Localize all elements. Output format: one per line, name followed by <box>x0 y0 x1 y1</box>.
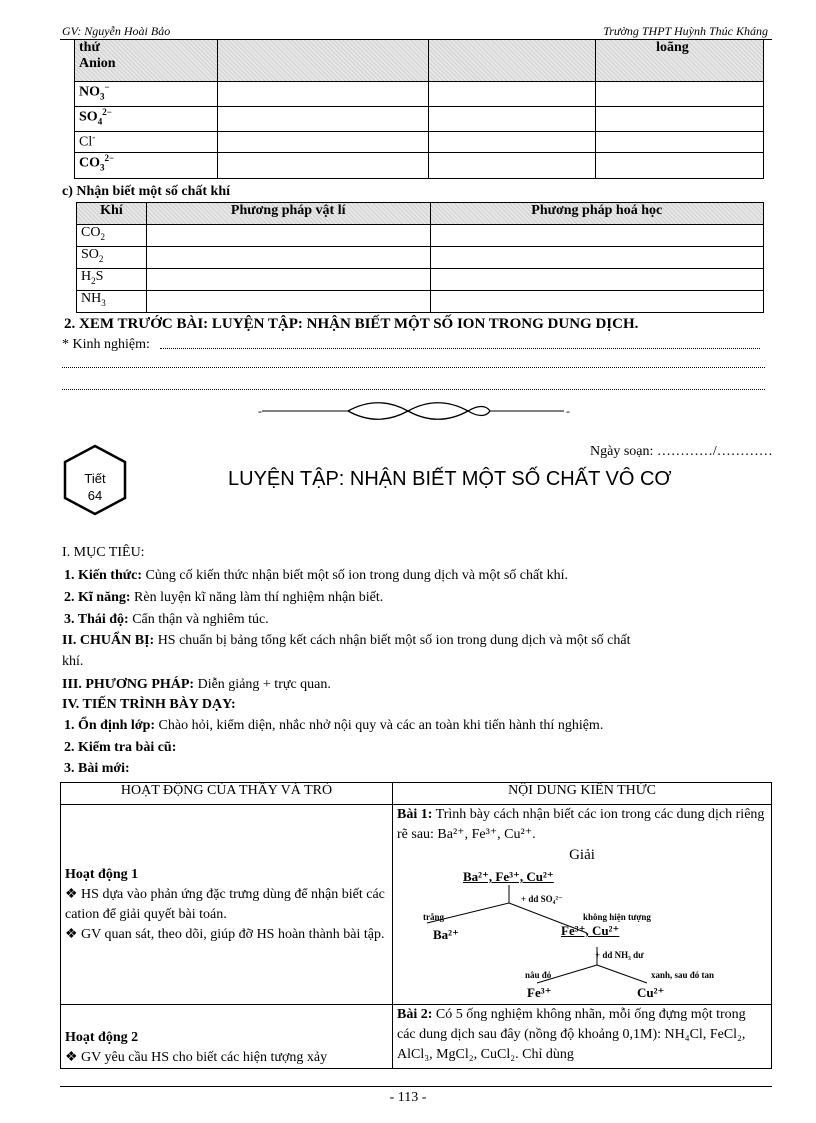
gas-table <box>76 202 764 313</box>
diagram-top: Ba²⁺, Fe³⁺, Cu²⁺ <box>463 869 554 884</box>
preview-heading: 2. XEM TRƯỚC BÀI: LUYỆN TẬP: NHẬN BIẾT MỘT SỐ ION TRONG DUNG DỊCH. <box>64 316 639 332</box>
dotted-line <box>62 367 765 368</box>
svg-text:-: - <box>566 404 570 418</box>
dotted-line <box>160 348 760 349</box>
footer-rule <box>60 1086 772 1087</box>
diagram-left-ion: Ba²⁺ <box>433 927 459 942</box>
gas-h2s: $H_2S$ <box>77 269 147 291</box>
process-step1: 1. Ổn định lớp: Chào hỏi, kiểm diện, nhắc nhở nội quy và các an toàn khi tiến hành thí nghiệm. <box>64 718 604 733</box>
objective-attitude: 3. Thái độ: Cẩn thận và nghiêm túc. <box>64 612 269 627</box>
objectives-heading: I. MỤC TIÊU: <box>62 545 145 560</box>
objective-skill: 2. Kĩ năng: Rèn luyện kĩ năng làm thí nghiệm nhận biết. <box>64 590 384 605</box>
diagram-right-obs: không hiện tượng <box>583 912 651 922</box>
anion-table <box>74 39 764 179</box>
anion-row-so4: $SO_4^{2-}$ <box>75 107 218 132</box>
activity-table <box>60 782 772 1069</box>
lesson-title: LUYỆN TẬP: NHẬN BIẾT MỘT SỐ CHẤT VÔ CƠ <box>228 468 672 490</box>
dotted-line <box>62 389 765 390</box>
bai-1-cell: Bài 1: Trình bày cách nhận biết các ion trong các dung dịch riêng rẽ sau: Ba²⁺, Fe³⁺, Cu²⁺. Giải Ba²⁺, Fe³⁺, Cu²⁺ + dd SO₄²⁻ trắng không hiện tượng Ba²⁺ Fe³⁺, Cu²⁺ + dd NH₃ dư nâu đỏ xanh, sau đó tan Fe³⁺ Cu²⁺ <box>393 805 772 1005</box>
objective-knowledge: 1. Kiến thức: Củng cố kiến thức nhận biết một số ion trong dung dịch và một số chất khí. <box>64 568 568 583</box>
bai-2-cell: Bài 2: Có 5 ống nghiệm không nhãn, mỗi ống đựng một trong các dung dịch sau đây (nồng độ khoảng 0,1M): NH₄Cl, FeCl₂, AlCl₃, MgCl₂, CuCl₂. Chỉ dùng <box>393 1005 772 1069</box>
experience-label: * Kinh nghiệm: <box>62 337 150 352</box>
page-number: - 113 - <box>389 1090 427 1105</box>
process-step3: 3. Bài mới: <box>64 761 130 776</box>
gas-nh3: $NH_3$ <box>77 291 147 313</box>
anion-row-cl: Cl- <box>75 132 218 153</box>
process-step2: 2. Kiểm tra bài cũ: <box>64 740 177 755</box>
prep-line1: II. CHUẨN BỊ: HS chuẩn bị bảng tổng kết cách nhận biết một số ion trong dung dịch và một số chất <box>62 633 631 648</box>
ngay-soan: Ngày soạn: …………/………… <box>590 444 773 459</box>
process-heading: IV. TIẾN TRÌNH BÀY DẠY: <box>62 697 236 712</box>
header-teacher: GV: Nguyễn Hoài Bảo <box>62 24 171 38</box>
section-c-heading: c) Nhận biết một số chất khí <box>62 184 231 199</box>
activity-2-cell: Hoạt động 2 ❖ GV yêu cầu HS cho biết các hiện tượng xảy <box>61 1005 393 1069</box>
anion-header-cell: thứ Anion <box>75 40 218 82</box>
gas-header-chemical: Phương pháp hoá học <box>430 203 764 225</box>
gas-header-physical: Phương pháp vật lí <box>146 203 430 225</box>
diagram-mid: Fe³⁺, Cu²⁺ <box>561 923 620 938</box>
diagram-reagent2: + dd NH₃ dư <box>595 950 644 960</box>
diagram-ion3: Fe³⁺ <box>527 985 552 1000</box>
ornament-divider <box>258 398 578 422</box>
gas-header-khi: Khí <box>77 203 147 225</box>
diagram-ion4: Cu²⁺ <box>637 985 665 1000</box>
anion-row-no3: $NO_3^-$ <box>75 82 218 107</box>
method: III. PHƯƠNG PHÁP: Diễn giảng + trực quan. <box>62 677 331 692</box>
gas-so2: $SO_2$ <box>77 247 147 269</box>
anion-header-loang: loãng <box>596 40 764 82</box>
anion-row-co3: $CO_3^{2-}$ <box>75 153 218 179</box>
diagram-reagent1: + dd SO₄²⁻ <box>521 894 563 904</box>
diagram-obs4: xanh, sau đó tan <box>651 970 715 980</box>
diagram-left-obs: trắng <box>423 912 444 922</box>
activity-1-cell: Hoạt động 1 ❖ HS dựa vào phản ứng đặc trưng dùng để nhận biết các cation để giải quyết bài toán. ❖ GV quan sát, theo dõi, giúp đỡ HS hoàn thành bài tập. <box>61 805 393 1005</box>
header-school: Trường THPT Huỳnh Thúc Kháng <box>603 24 768 38</box>
activity-header-teacher: HOẠT ĐỘNG CỦA THẦY VÀ TRÒ <box>61 783 393 805</box>
activity-header-content: NỘI DUNG KIẾN THỨC <box>393 783 772 805</box>
lesson-badge-text: Tiết 64 <box>84 471 106 503</box>
diagram-obs3: nâu đỏ <box>525 970 552 980</box>
prep-line2: khí. <box>62 654 84 669</box>
gas-co2: $CO_2$ <box>77 225 147 247</box>
svg-text:-: - <box>258 404 262 418</box>
